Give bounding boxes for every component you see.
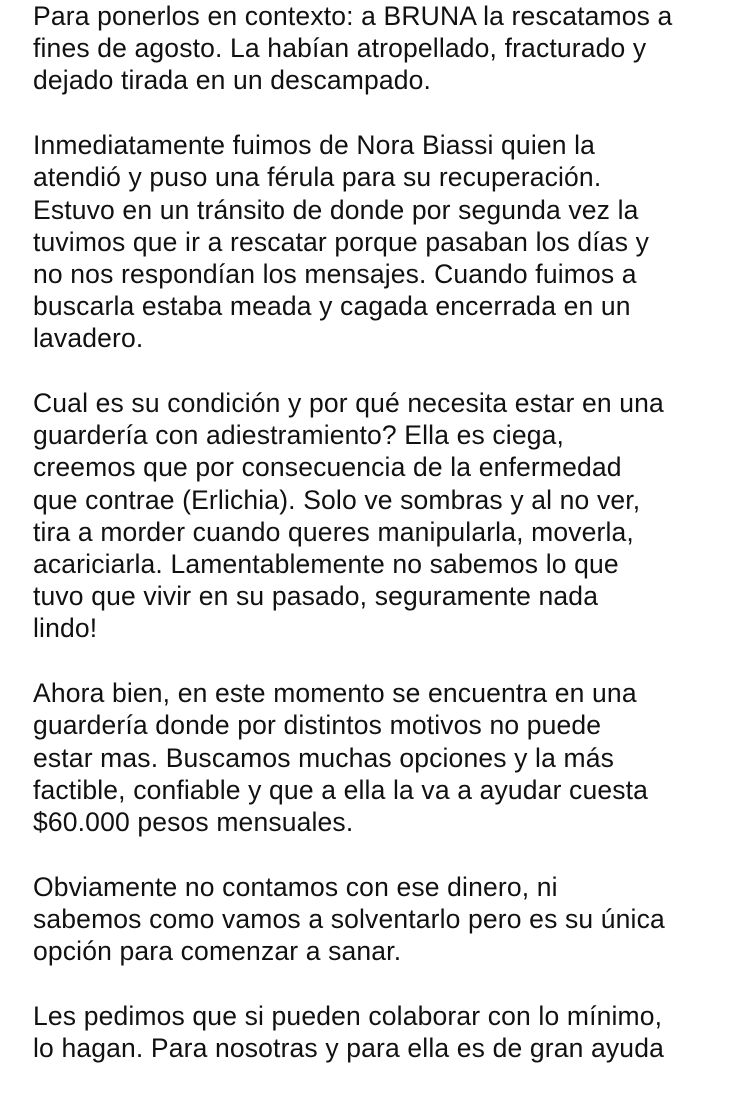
text-line: lo hagan. Para nosotras y para ella es de gran ayuda (33, 1032, 664, 1063)
text-line: guardería donde por distintos motivos no puede (33, 710, 602, 741)
text-line: acariciarla. Lamentablemente no sabemos lo que (33, 549, 619, 580)
paragraph-money (33, 871, 745, 968)
text-line: Estuvo en un tránsito de donde por segunda vez la (33, 194, 639, 225)
text-line: factible, confiable y que a ella la va a ayudar cuesta (33, 774, 649, 805)
text-line: dejado tirada en un descampado. (33, 65, 432, 96)
post-body-text (33, 0, 745, 1093)
text-line: Ahora bien, en este momento se encuentra en una (33, 678, 637, 709)
text-line: atendió y puso una férula para su recuperación. (33, 162, 602, 193)
paragraph-condition (33, 387, 745, 645)
text-line: buscarla estaba meada y cagada encerrada en un (33, 291, 631, 322)
text-line: Obviamente no contamos con ese dinero, ni (33, 871, 558, 902)
text-line: creemos que por consecuencia de la enfermedad (33, 452, 622, 483)
text-line: Inmediatamente fuimos de Nora Biassi quien la (33, 130, 596, 161)
text-line: tira a morder cuando queres manipularla, moverla, (33, 516, 634, 547)
text-line: Cual es su condición y por qué necesita estar en una (33, 388, 664, 419)
paragraph-rescue (33, 129, 745, 354)
text-line: lindo! (33, 613, 98, 644)
text-line: Para ponerlos en contexto: a BRUNA la rescatamos a (33, 1, 673, 31)
text-line: guardería con adiestramiento? Ella es ciega, (33, 420, 565, 451)
text-line: no nos respondían los mensajes. Cuando fuimos a (33, 258, 637, 289)
text-line: sabemos como vamos a solventarlo pero es su única (33, 903, 665, 934)
text-line: que contrae (Erlichia). Solo ve sombras y al no ver, (33, 484, 641, 515)
text-line: lavadero. (33, 323, 144, 354)
paragraph-request (33, 1000, 745, 1064)
text-line: tuvo que vivir en su pasado, seguramente nada (33, 581, 599, 612)
text-line: Les pedimos que si pueden colaborar con lo mínimo, (33, 1000, 663, 1031)
text-line: $60.000 pesos mensuales. (33, 806, 354, 837)
text-line: tuvimos que ir a rescatar porque pasaban los días y (33, 226, 650, 257)
text-line: estar mas. Buscamos muchas opciones y la más (33, 742, 614, 773)
text-line: opción para comenzar a sanar. (33, 936, 402, 967)
paragraph-context (33, 0, 745, 97)
text-line: fines de agosto. La habían atropellado, fracturado y (33, 33, 647, 64)
paragraph-daycare (33, 677, 745, 838)
